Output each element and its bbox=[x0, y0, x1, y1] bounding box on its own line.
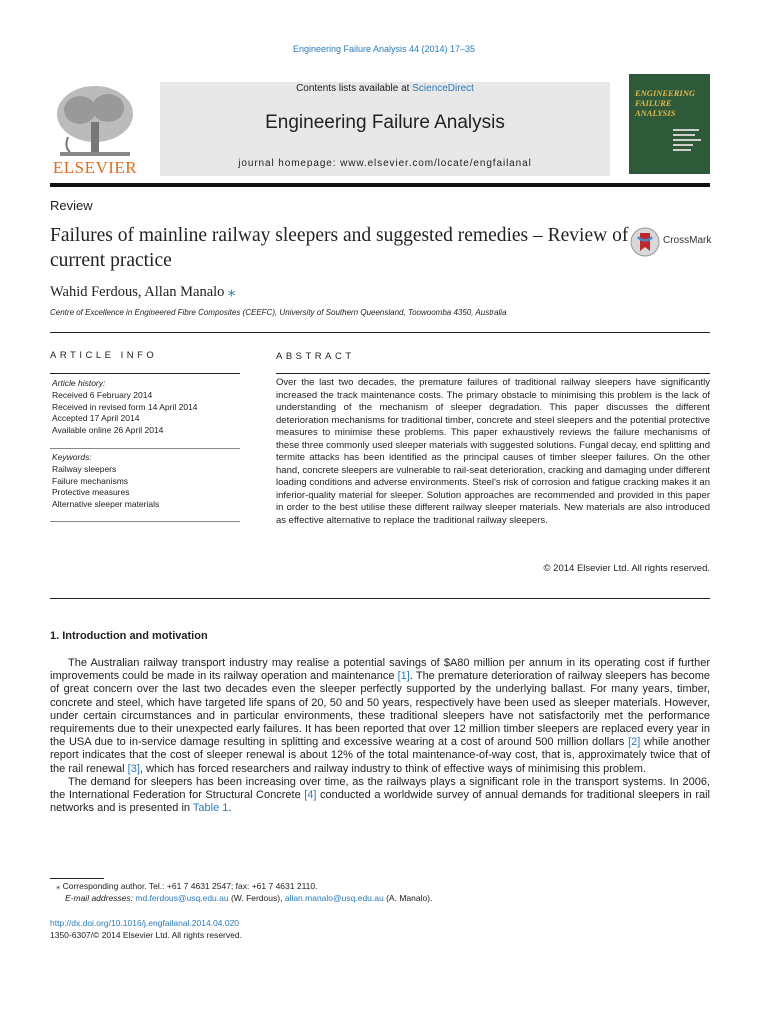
journal-homepage bbox=[160, 158, 610, 169]
contents-prefix: Contents lists available at bbox=[296, 83, 413, 94]
text-run: , which has forced researchers and railway industry to think of effective ways of minimising this problem. bbox=[139, 762, 646, 775]
cover-title-line: ENGINEERING bbox=[635, 88, 695, 98]
abstract-divider bbox=[276, 373, 710, 374]
cover-title-line: ANALYSIS bbox=[635, 108, 676, 118]
table-link[interactable]: Table 1 bbox=[192, 802, 229, 815]
article-info-heading: ARTICLE INFO bbox=[50, 350, 158, 361]
corresponding-author-mark[interactable]: ⁎ bbox=[228, 284, 236, 300]
citation-link[interactable]: [2] bbox=[628, 736, 641, 749]
journal-citation[interactable]: Engineering Failure Analysis 44 (2014) 17–35 bbox=[292, 44, 476, 54]
text-run: . bbox=[228, 802, 232, 815]
keywords-label: Keywords: bbox=[52, 452, 92, 462]
sciencedirect-link[interactable]: ScienceDirect bbox=[412, 83, 474, 94]
introduction-body bbox=[50, 657, 710, 815]
affiliation: Centre of Excellence in Engineered Fibre Composites (CEEFC), University of Southern Queensland, Toowoomba 4350, Australia bbox=[50, 308, 507, 317]
text-run: The demand for sleepers has been increasing over time, as the railways plays a significant role in the transport systems. In 2006, the International Federation for Structural Concrete bbox=[50, 775, 710, 802]
footnote-divider bbox=[50, 878, 104, 879]
text-run: while another report indicates that the cost of sleeper renewal is about 12% of the total maintenance-of-way cost, that is, approximately twice that of the rail renewal bbox=[50, 736, 710, 775]
authors: Wahid Ferdous, Allan Manalo bbox=[50, 284, 225, 300]
contents-line bbox=[160, 83, 610, 94]
homepage-prefix: journal homepage: bbox=[238, 158, 341, 169]
keyword-item: Alternative sleeper materials bbox=[52, 499, 160, 510]
journal-banner bbox=[160, 82, 610, 176]
journal-title: Engineering Failure Analysis bbox=[265, 112, 505, 133]
abstract-copyright: © 2014 Elsevier Ltd. All rights reserved. bbox=[543, 563, 710, 574]
keywords-bottom-divider bbox=[50, 521, 240, 522]
journal-cover[interactable] bbox=[629, 74, 710, 174]
paragraph bbox=[50, 657, 710, 776]
author-list bbox=[50, 284, 235, 301]
text-run: The Australian railway transport industry may realise a potential savings of $A80 million per annum in its operating cost if further improvements could be made in its railway operation and maintenance bbox=[50, 657, 710, 683]
cover-title bbox=[635, 88, 707, 118]
history-item: Received in revised form 14 April 2014 bbox=[52, 401, 198, 412]
homepage-url[interactable]: www.elsevier.com/locate/engfailanal bbox=[340, 158, 532, 169]
keyword-item: Failure mechanisms bbox=[52, 475, 129, 486]
section-heading-introduction: 1. Introduction and motivation bbox=[50, 630, 208, 642]
crossmark-icon bbox=[630, 227, 660, 257]
keyword-item: Protective measures bbox=[52, 487, 130, 498]
doi-link[interactable]: http://dx.doi.org/10.1016/j.engfailanal.2014.04.020 bbox=[50, 918, 240, 928]
citation-link[interactable]: [4] bbox=[304, 789, 317, 802]
cover-decoration bbox=[673, 126, 701, 154]
frontmatter-end-divider bbox=[50, 598, 710, 599]
email-link[interactable]: md.ferdous@usq.edu.au bbox=[135, 893, 229, 903]
keyword-item: Railway sleepers bbox=[52, 463, 117, 474]
article-title: Failures of mainline railway sleepers and suggested remedies – Review of current practice bbox=[50, 225, 629, 271]
keywords bbox=[52, 452, 242, 511]
elsevier-logo bbox=[50, 82, 140, 177]
footnote-emails bbox=[50, 892, 710, 904]
keywords-divider bbox=[50, 448, 240, 449]
abstract-text: Over the last two decades, the premature failures of traditional railway sleepers have significantly increased the track maintenance costs. The primary obstacle to minimising this problem is the lack of understanding of the mechanism of sleeper degradation. This paper discusses the different deterioration mechanisms for traditional timber, concrete and steel sleepers and the potential protective measures to minimise these problems. This paper exhaustively reviews the failure mechanisms of these three commonly used sleeper materials with suggested solutions. Fungal decay, end splitting and termite attacks has been identified as the principal causes of timber sleeper failures. On the other hand, concrete sleepers are vulnerable to rail-seat deterioration, cracking and damaging under different loading conditions and adverse environments. Steel's risk of corrosion and fatigue cracking makes it an inferior-quality material for sleeper. Solution approaches are recommended and provided in this paper in order to the best utilise these different railway sleeper materials. New materials are also introduced as effective alternative to replace the traditional railway sleepers. bbox=[276, 377, 710, 526]
history-item: Available online 26 April 2014 bbox=[52, 425, 164, 436]
history-item: Received 6 February 2014 bbox=[52, 389, 153, 400]
crossmark-badge[interactable] bbox=[630, 227, 712, 257]
abstract-heading: ABSTRACT bbox=[276, 351, 355, 362]
email-owner: (A. Manalo). bbox=[383, 893, 433, 903]
footnote bbox=[50, 880, 710, 904]
article-info-divider bbox=[50, 373, 240, 374]
doi-block bbox=[50, 917, 242, 941]
footnote-text: Corresponding author. Tel.: +61 7 4631 2547; fax: +61 7 4631 2110. bbox=[60, 881, 318, 891]
issn-line: 1350-6307/© 2014 Elsevier Ltd. All rights reserved. bbox=[50, 930, 242, 940]
text-run: conducted a worldwide survey of annual demands for traditional sleepers in rail networks and is presented in bbox=[50, 789, 710, 815]
citation-link[interactable]: [3] bbox=[127, 762, 140, 775]
text-run: . The premature deterioration of railway sleepers has become of great concern over the last two decades even the sleeper perfectly supported by the underlying ballast. For many years, timber, concrete and steel, which have targeted life spans of 20, 50 and 50 years, respectively have been used as sleeper materials. However, under certain circumstances and in particular environments, these traditional sleepers have not satisfactorily met the performance requirements due to their unexpected early failures. It has been reported that over 12 million timber sleepers are replaced every year in the USA due to in-service damage resulting in splitting and excessive wearing at a cost of around 500 million dollars bbox=[50, 670, 710, 749]
crossmark-label: CrossMark bbox=[663, 235, 712, 246]
footnote-corresponding bbox=[50, 880, 710, 892]
header-divider bbox=[50, 183, 710, 187]
history-item: Accepted 17 April 2014 bbox=[52, 413, 140, 424]
email-owner: (W. Ferdous), bbox=[228, 893, 285, 903]
cover-title-line: FAILURE bbox=[635, 98, 672, 108]
title-divider bbox=[50, 332, 710, 333]
article-type: Review bbox=[50, 198, 93, 213]
footnote-mark: ⁎ bbox=[56, 881, 61, 891]
paragraph bbox=[50, 776, 710, 816]
citation-link[interactable]: [1] bbox=[397, 670, 410, 683]
email-link[interactable]: allan.manalo@usq.edu.au bbox=[284, 893, 384, 903]
elsevier-wordmark: ELSEVIER bbox=[52, 158, 138, 177]
email-label: E-mail addresses: bbox=[65, 893, 136, 903]
article-history bbox=[52, 378, 242, 437]
history-label: Article history: bbox=[52, 378, 106, 388]
